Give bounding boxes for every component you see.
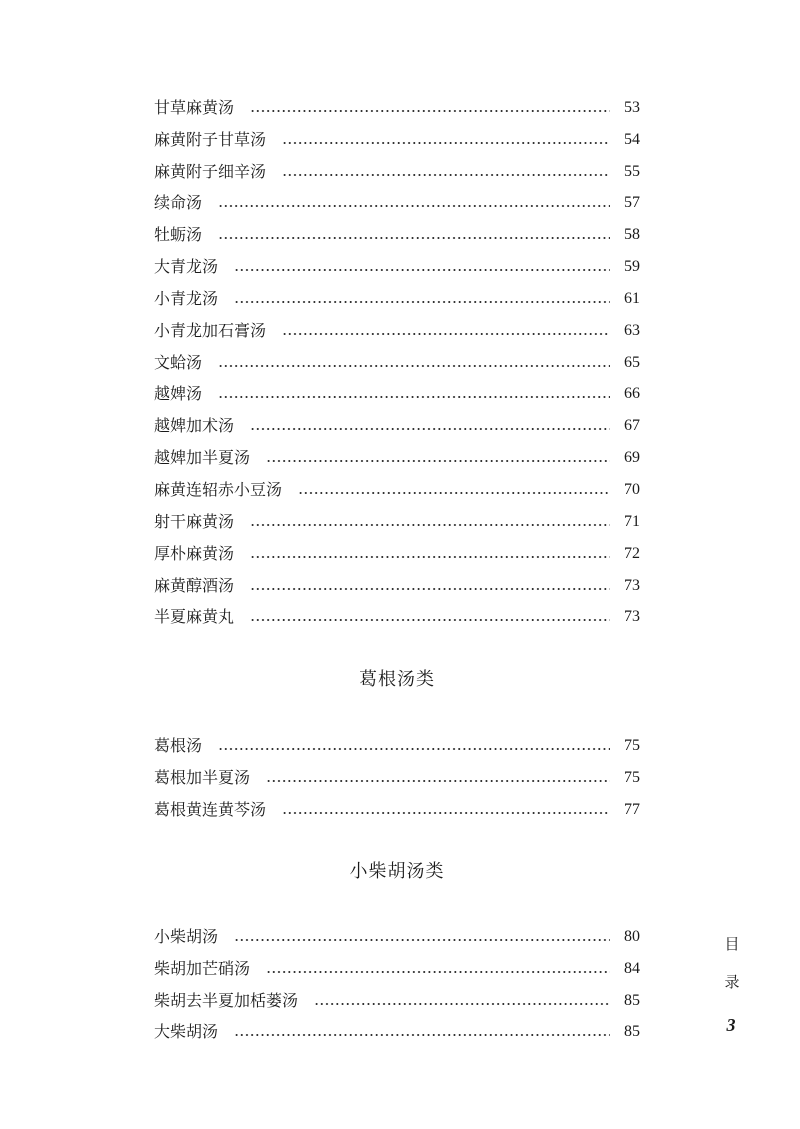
toc-entry-page: 63 — [624, 321, 640, 339]
dot-leader — [282, 173, 610, 177]
toc-entry-title: 续命汤 — [154, 193, 203, 213]
toc-entry[interactable] — [154, 309, 640, 341]
toc-entry-page: 66 — [624, 385, 640, 403]
dot-leader — [250, 523, 610, 527]
toc-entry-page: 61 — [624, 289, 640, 307]
dot-leader — [282, 811, 610, 815]
toc-section-1 — [154, 86, 640, 627]
toc-entry[interactable] — [154, 150, 640, 182]
toc-entry[interactable] — [154, 373, 640, 405]
dot-leader — [234, 268, 610, 272]
toc-entry-page: 73 — [624, 608, 640, 626]
toc-entry[interactable] — [154, 788, 640, 820]
toc-entry[interactable] — [154, 213, 640, 245]
toc-entry-title: 厚朴麻黄汤 — [154, 543, 235, 563]
toc-entry[interactable] — [154, 915, 640, 947]
toc-entry-page: 75 — [624, 736, 640, 754]
toc-entry-title: 小青龙汤 — [154, 288, 219, 308]
toc-entry[interactable] — [154, 404, 640, 436]
toc-entry-title: 越婢汤 — [154, 384, 203, 404]
toc-entry[interactable] — [154, 596, 640, 628]
toc-entry[interactable] — [154, 979, 640, 1011]
toc-entry-title: 麻黄附子甘草汤 — [154, 129, 267, 149]
toc-entry[interactable] — [154, 245, 640, 277]
dot-leader — [266, 459, 610, 463]
dot-leader — [218, 395, 610, 399]
dot-leader — [266, 779, 610, 783]
dot-leader — [266, 970, 610, 974]
toc-entry-title: 小青龙加石膏汤 — [154, 320, 267, 340]
toc-entry-page: 85 — [624, 991, 640, 1009]
toc-entry-title: 牡蛎汤 — [154, 225, 203, 245]
toc-entry-page: 65 — [624, 353, 640, 371]
toc-entry[interactable] — [154, 756, 640, 788]
dot-leader — [234, 300, 610, 304]
margin-label-mu: 目 — [724, 935, 740, 953]
dot-leader — [282, 332, 610, 336]
toc-entry-page: 54 — [624, 130, 640, 148]
dot-leader — [298, 491, 610, 495]
toc-section-2 — [154, 724, 640, 820]
toc-entry-page: 69 — [624, 449, 640, 467]
toc-entry-page: 80 — [624, 927, 640, 945]
toc-entry[interactable] — [154, 277, 640, 309]
dot-leader — [282, 141, 610, 145]
toc-entry-title: 柴胡加芒硝汤 — [154, 958, 251, 978]
toc-entry-title: 文蛤汤 — [154, 352, 203, 372]
toc-entry-title: 越婢加术汤 — [154, 416, 235, 436]
toc-entry[interactable] — [154, 118, 640, 150]
toc-entry-page: 72 — [624, 544, 640, 562]
toc-entry-title: 射干麻黄汤 — [154, 511, 235, 531]
margin-label-lu: 录 — [724, 973, 740, 991]
dot-leader — [234, 938, 610, 942]
toc-entry[interactable] — [154, 182, 640, 214]
dot-leader — [250, 109, 610, 113]
dot-leader — [250, 587, 610, 591]
toc-entry-title: 葛根汤 — [154, 735, 203, 755]
dot-leader — [250, 618, 610, 622]
toc-entry[interactable] — [154, 532, 640, 564]
toc-entry-title: 甘草麻黄汤 — [154, 97, 235, 117]
toc-entry[interactable] — [154, 468, 640, 500]
toc-entry[interactable] — [154, 500, 640, 532]
toc-entry[interactable] — [154, 947, 640, 979]
toc-entry-page: 77 — [624, 800, 640, 818]
section-heading-gegen: 葛根汤类 — [359, 669, 435, 690]
dot-leader — [218, 204, 610, 208]
toc-entry[interactable] — [154, 86, 640, 118]
toc-entry-title: 大柴胡汤 — [154, 1022, 219, 1042]
toc-entry[interactable] — [154, 724, 640, 756]
toc-entry-page: 84 — [624, 959, 640, 977]
toc-entry[interactable] — [154, 341, 640, 373]
page-number: 3 — [726, 1015, 736, 1035]
dot-leader — [250, 555, 610, 559]
toc-entry-title: 麻黄连轺赤小豆汤 — [154, 479, 283, 499]
toc-entry-page: 55 — [624, 162, 640, 180]
toc-entry-title: 葛根加半夏汤 — [154, 767, 251, 787]
toc-entry-title: 麻黄醇酒汤 — [154, 575, 235, 595]
toc-entry-title: 麻黄附子细辛汤 — [154, 161, 267, 181]
dot-leader — [218, 747, 610, 751]
toc-entry-title: 葛根黄连黄芩汤 — [154, 799, 267, 819]
toc-entry-page: 57 — [624, 194, 640, 212]
toc-entry-page: 85 — [624, 1023, 640, 1041]
toc-entry-page: 67 — [624, 417, 640, 435]
toc-entry-page: 75 — [624, 768, 640, 786]
toc-entry-title: 半夏麻黄丸 — [154, 607, 235, 627]
toc-entry-page: 59 — [624, 258, 640, 276]
dot-leader — [234, 1033, 610, 1037]
toc-entry-page: 71 — [624, 512, 640, 530]
toc-entry-title: 大青龙汤 — [154, 257, 219, 277]
toc-entry[interactable] — [154, 564, 640, 596]
section-heading-xiaochaihu: 小柴胡汤类 — [349, 861, 445, 882]
toc-entry-page: 70 — [624, 480, 640, 498]
toc-section-3 — [154, 915, 640, 1042]
dot-leader — [250, 427, 610, 431]
toc-entry[interactable] — [154, 1011, 640, 1043]
dot-leader — [218, 236, 610, 240]
toc-entry-title: 越婢加半夏汤 — [154, 448, 251, 468]
toc-entry-page: 58 — [624, 226, 640, 244]
toc-entry-page: 53 — [624, 98, 640, 116]
dot-leader — [314, 1002, 610, 1006]
dot-leader — [218, 364, 610, 368]
toc-entry-title: 小柴胡汤 — [154, 926, 219, 946]
toc-entry-page: 73 — [624, 576, 640, 594]
toc-entry[interactable] — [154, 436, 640, 468]
toc-entry-title: 柴胡去半夏加栝蒌汤 — [154, 990, 299, 1010]
